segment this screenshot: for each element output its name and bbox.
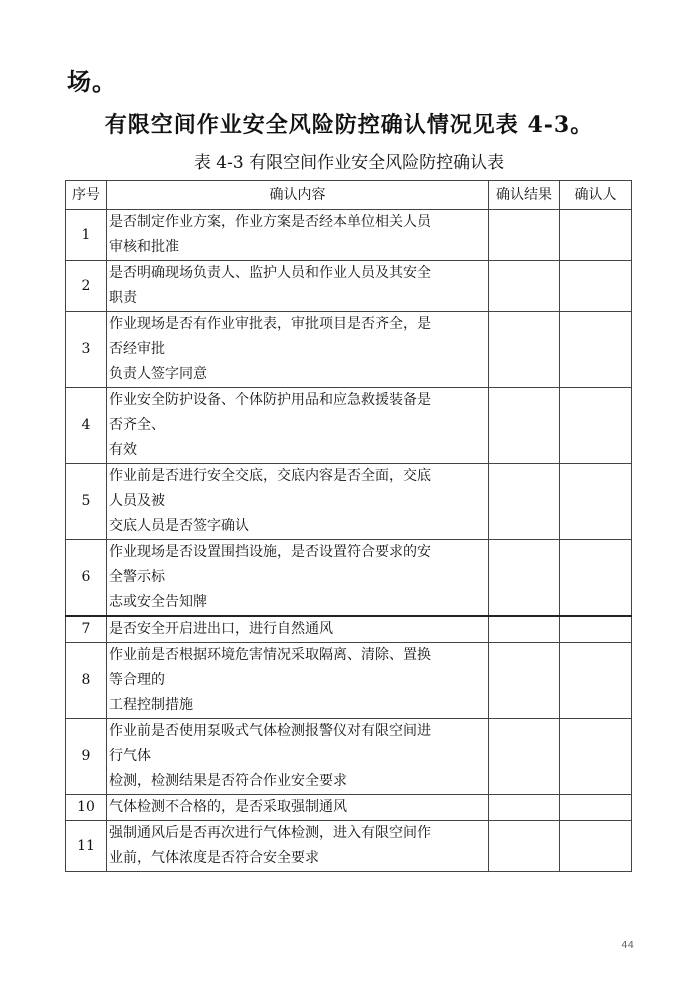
confirmer-cell[interactable] <box>560 719 632 795</box>
row-content <box>107 210 489 261</box>
content-line: 作业前是否使用泵吸式气体检测报警仪对有限空间进 <box>109 723 431 739</box>
table-row <box>66 795 632 821</box>
table-row <box>66 616 632 643</box>
row-content <box>107 795 489 821</box>
row-content <box>107 643 489 719</box>
risk-control-confirmation-table <box>65 180 632 872</box>
content-line: 审核和批准 <box>109 239 179 255</box>
row-number: 4 <box>66 388 107 464</box>
table-row <box>66 719 632 795</box>
content-line: 交底人员是否签字确认 <box>109 518 249 534</box>
table-body <box>66 210 632 872</box>
result-cell[interactable] <box>489 540 560 617</box>
content-line: 作业安全防护设备、个体防护用品和应急救援装备是 <box>109 392 431 408</box>
header-confirmer: 确认人 <box>560 181 632 210</box>
row-content <box>107 616 489 643</box>
content-line: 是否安全开启进出口，进行自然通风 <box>109 621 333 637</box>
result-cell[interactable] <box>489 821 560 872</box>
content-line: 作业现场是否有作业审批表，审批项目是否齐全，是 <box>109 316 431 332</box>
table-row <box>66 312 632 388</box>
row-number: 9 <box>66 719 107 795</box>
confirmer-cell[interactable] <box>560 464 632 540</box>
result-cell[interactable] <box>489 210 560 261</box>
confirmer-cell[interactable] <box>560 210 632 261</box>
row-number: 5 <box>66 464 107 540</box>
result-cell[interactable] <box>489 261 560 312</box>
content-line: 负责人签字同意 <box>109 366 207 382</box>
content-line: 检测，检测结果是否符合作业安全要求 <box>109 773 347 789</box>
header-result: 确认结果 <box>489 181 560 210</box>
result-cell[interactable] <box>489 795 560 821</box>
content-line: 作业前是否进行安全交底，交底内容是否全面，交底 <box>109 468 431 484</box>
content-line: 工程控制措施 <box>109 697 193 713</box>
content-line: 志或安全告知牌 <box>109 594 207 610</box>
row-number: 1 <box>66 210 107 261</box>
table-row <box>66 210 632 261</box>
result-cell[interactable] <box>489 464 560 540</box>
content-line: 否齐全、 <box>109 417 165 433</box>
content-line: 作业现场是否设置围挡设施，是否设置符合要求的安 <box>109 544 431 560</box>
header-content: 确认内容 <box>107 181 489 210</box>
content-line: 业前，气体浓度是否符合安全要求 <box>109 850 319 866</box>
confirmer-cell[interactable] <box>560 616 632 643</box>
content-line: 作业前是否根据环境危害情况采取隔离、清除、置换 <box>109 647 431 663</box>
confirmer-cell[interactable] <box>560 795 632 821</box>
row-content <box>107 821 489 872</box>
result-cell[interactable] <box>489 616 560 643</box>
table-caption: 表 4-3 有限空间作业安全风险防控确认表 <box>193 153 505 173</box>
row-number: 8 <box>66 643 107 719</box>
table-row <box>66 540 632 617</box>
content-line: 行气体 <box>109 748 151 764</box>
content-line: 人员及被 <box>109 493 165 509</box>
table-row <box>66 261 632 312</box>
table-row <box>66 643 632 719</box>
row-content <box>107 719 489 795</box>
continued-text: 场。 <box>67 67 117 96</box>
row-number: 2 <box>66 261 107 312</box>
confirmer-cell[interactable] <box>560 312 632 388</box>
table-row <box>66 388 632 464</box>
confirmer-cell[interactable] <box>560 821 632 872</box>
table-row <box>66 821 632 872</box>
row-content <box>107 540 489 617</box>
result-cell[interactable] <box>489 643 560 719</box>
row-number: 7 <box>66 616 107 643</box>
row-number: 6 <box>66 540 107 617</box>
confirmer-cell[interactable] <box>560 261 632 312</box>
table-header-row <box>66 181 632 210</box>
row-content <box>107 464 489 540</box>
result-cell[interactable] <box>489 312 560 388</box>
row-number: 11 <box>66 821 107 872</box>
content-line: 全警示标 <box>109 569 165 585</box>
confirmer-cell[interactable] <box>560 388 632 464</box>
header-num: 序号 <box>66 181 107 210</box>
content-line: 是否明确现场负责人、监护人员和作业人员及其安全 <box>109 265 431 281</box>
row-number: 10 <box>66 795 107 821</box>
page-number: 44 <box>621 940 634 951</box>
content-line: 有效 <box>109 442 137 458</box>
confirmer-cell[interactable] <box>560 643 632 719</box>
row-content <box>107 388 489 464</box>
row-content <box>107 261 489 312</box>
content-line: 气体检测不合格的，是否采取强制通风 <box>109 799 347 815</box>
result-cell[interactable] <box>489 388 560 464</box>
confirmer-cell[interactable] <box>560 540 632 617</box>
content-line: 是否制定作业方案，作业方案是否经本单位相关人员 <box>109 214 431 230</box>
content-line: 等合理的 <box>109 672 165 688</box>
result-cell[interactable] <box>489 719 560 795</box>
section-heading: 有限空间作业安全风险防控确认情况见表 4-3。 <box>104 112 594 138</box>
content-line: 否经审批 <box>109 341 165 357</box>
content-line: 职责 <box>109 290 137 306</box>
row-number: 3 <box>66 312 107 388</box>
row-content <box>107 312 489 388</box>
table-row <box>66 464 632 540</box>
content-line: 强制通风后是否再次进行气体检测，进入有限空间作 <box>109 825 431 841</box>
